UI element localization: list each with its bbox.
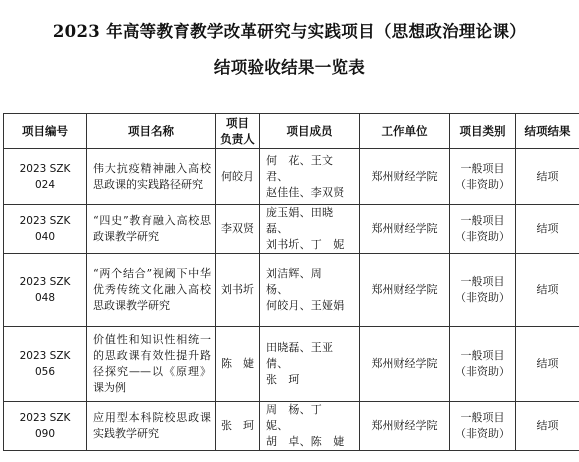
project-category: 一般项目 （非资助） xyxy=(450,402,516,451)
header-project-code: 项目编号 xyxy=(4,114,87,149)
header-result: 结项结果 xyxy=(516,114,579,149)
project-result: 结项 xyxy=(516,205,579,254)
project-category: 一般项目 （非资助） xyxy=(450,254,516,327)
work-unit: 郑州财经学院 xyxy=(360,402,450,451)
project-name: 伟大抗疫精神融入高校思政课的实践路径研究 xyxy=(87,149,216,205)
project-leader: 李双贤 xyxy=(216,205,260,254)
header-project-category: 项目类别 xyxy=(450,114,516,149)
project-name: 价值性和知识性相统一的思政课有效性提升路径探究——以《原理》课为例 xyxy=(87,327,216,402)
project-name: 应用型本科院校思政课实践教学研究 xyxy=(87,402,216,451)
work-unit: 郑州财经学院 xyxy=(360,327,450,402)
project-code: 2023 SZK 024 xyxy=(4,149,87,205)
table-row xyxy=(4,205,579,254)
header-project-leader: 项目 负责人 xyxy=(216,114,260,149)
project-code: 2023 SZK 090 xyxy=(4,402,87,451)
project-category: 一般项目 （非资助） xyxy=(450,149,516,205)
work-unit: 郑州财经学院 xyxy=(360,254,450,327)
table-row xyxy=(4,327,579,402)
project-members: 周 杨、丁 妮、 胡 卓、陈 婕 xyxy=(260,402,360,451)
table-row xyxy=(4,254,579,327)
project-category: 一般项目 （非资助） xyxy=(450,205,516,254)
project-name: “四史”教育融入高校思政课教学研究 xyxy=(87,205,216,254)
project-name: “两个结合”视阈下中华优秀传统文化融入高校思政课教学研究 xyxy=(87,254,216,327)
table-row xyxy=(4,149,579,205)
project-members: 庞玉娟、田晓磊、 刘书圻、丁 妮 xyxy=(260,205,360,254)
project-leader: 刘书圻 xyxy=(216,254,260,327)
work-unit: 郑州财经学院 xyxy=(360,205,450,254)
project-members: 田晓磊、王亚倩、 张 珂 xyxy=(260,327,360,402)
project-leader: 何皎月 xyxy=(216,149,260,205)
project-code: 2023 SZK 056 xyxy=(4,327,87,402)
project-leader: 陈 婕 xyxy=(216,327,260,402)
project-code: 2023 SZK 048 xyxy=(4,254,87,327)
project-leader: 张 珂 xyxy=(216,402,260,451)
header-project-name: 项目名称 xyxy=(87,114,216,149)
project-members: 刘洁辉、周 杨、 何皎月、王娅娟 xyxy=(260,254,360,327)
project-category: 一般项目 （非资助） xyxy=(450,327,516,402)
project-result: 结项 xyxy=(516,254,579,327)
document-subtitle: 结项验收结果一览表 xyxy=(213,58,366,77)
document-title: 2023 年高等教育教学改革研究与实践项目（思想政治理论课） xyxy=(52,22,527,41)
project-result: 结项 xyxy=(516,402,579,451)
table-header-row xyxy=(4,114,579,149)
project-result: 结项 xyxy=(516,327,579,402)
project-result: 结项 xyxy=(516,149,579,205)
project-code: 2023 SZK 040 xyxy=(4,205,87,254)
project-members: 何 花、王文君、 赵佳佳、李双贤 xyxy=(260,149,360,205)
header-project-members: 项目成员 xyxy=(260,114,360,149)
work-unit: 郑州财经学院 xyxy=(360,149,450,205)
results-table xyxy=(3,113,579,451)
table-row xyxy=(4,402,579,451)
header-work-unit: 工作单位 xyxy=(360,114,450,149)
